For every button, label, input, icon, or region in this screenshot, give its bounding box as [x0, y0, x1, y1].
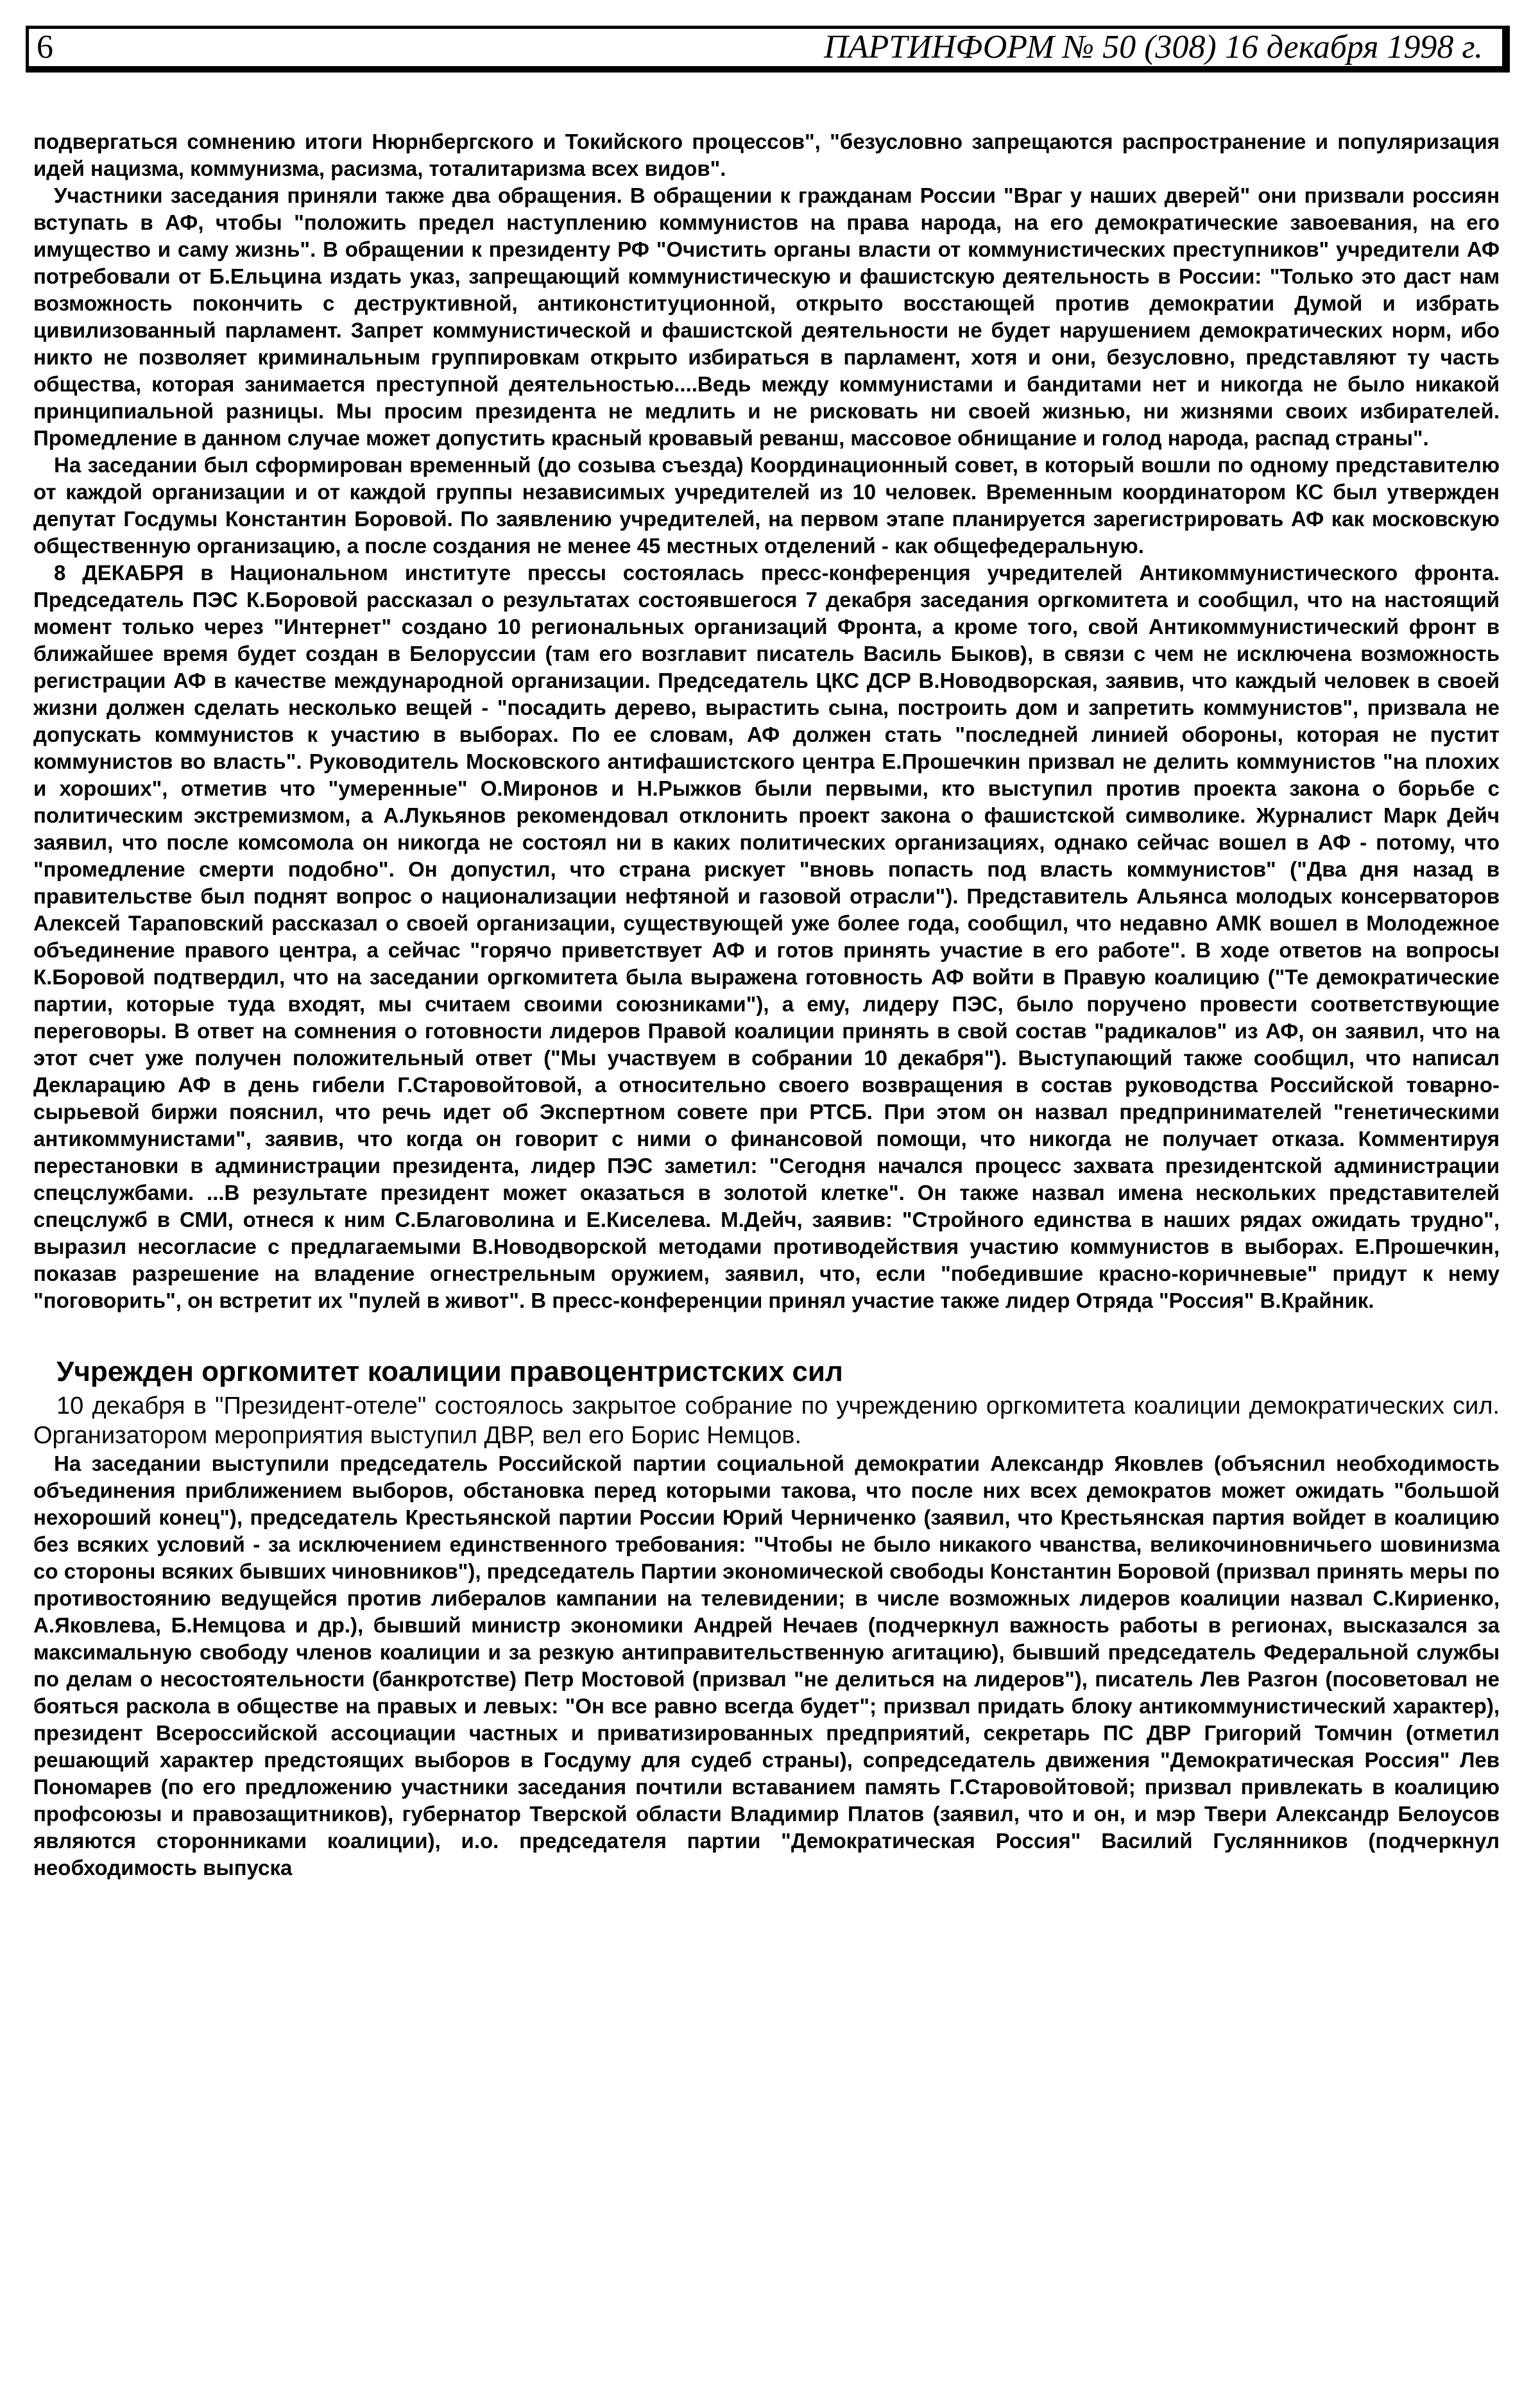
- paragraph: На заседании был сформирован временный (до созыва съезда) Координационный совет, в который вошли по одному представителю от каждой организации и от каждой группы независимых учредителей из 10 человек. Временным координатором КС был утвержден депутат Госдумы Константин Боровой. По заявлению учредителей, на первом этапе планируется зарегистрировать АФ как московскую общественную организацию, а после создания не менее 45 местных отделений - как общефедеральную.: [33, 453, 1500, 558]
- article-title: Учрежден оргкомитет коалиции правоцентристских сил: [56, 1356, 843, 1387]
- paragraph: Участники заседания приняли также два обращения. В обращении к гражданам России "Враг у наших дверей" они призвали россиян вступать в АФ, чтобы "положить предел наступлению коммунистов на права народа, на его демократические завоевания, на его имущество и саму жизнь". В обращении к президенту РФ "Очистить органы власти от коммунистических преступников" учредители АФ потребовали от Б.Ельцина издать указ, запрещающий коммунистическую и фашистскую деятельность в России: "Только это даст нам возможность покончить с деструктивной, антиконституционной, открыто восстающей против демократии Думой и избрать цивилизованный парламент. Запрет коммунистической и фашистской деятельности не будет нарушением демократических норм, ибо никто не позволяет криминальным группировкам открыто избираться в парламент, хотя и они, безусловно, представляют ту часть общества, которая занимается преступной деятельностью....Ведь между коммунистами и бандитами нет и никогда не было никакой принципиальной разницы. Мы просим президента не медлить и не рисковать ни своей жизнью, ни жизнями своих избирателей. Промедление в данном случае может допустить красный кровавый реванш, массовое обнищание и голод народа, распад страны".: [33, 184, 1500, 450]
- page-content: [33, 128, 1500, 1881]
- page-header: [26, 26, 1510, 73]
- issue-line: ПАРТИНФОРМ № 50 (308) 16 декабря 1998 г.: [824, 29, 1483, 65]
- page-number: 6: [37, 29, 53, 65]
- article-lead: 10 декабря в "Президент-отеле" состоялось закрытое собрание по учреждению оргкомитета коалиции демократических сил. Организатором мероприятия выступил ДВР, вел его Борис Немцов.: [33, 1392, 1500, 1449]
- paragraph: подвергаться сомнению итоги Нюрнбергского и Токийского процессов", "безусловно запрещаются распространение и популяризация идей нацизма, коммунизма, расизма, тоталитаризма всех видов".: [33, 130, 1500, 180]
- paragraph: 8 ДЕКАБРЯ в Национальном институте прессы состоялась пресс-конференция учредителей Антикоммунистического фронта. Председатель ПЭС К.Боровой рассказал о результатах состоявшегося 7 декабря заседания оргкомитета и сообщил, что на настоящий момент только через "Интернет" создано 10 региональных организаций Фронта, а кроме того, свой Антикоммунистический фронт в ближайшее время будет создан в Белоруссии (там его возглавит писатель Василь Быков), в связи с чем не исключена возможность регистрации АФ в качестве международной организации. Председатель ЦКС ДСР В.Новодворская, заявив, что каждый человек в своей жизни должен сделать несколько вещей - "посадить дерево, вырастить сына, построить дом и запретить коммунистов", призвала не допускать коммунистов к участию в выборах. По ее словам, АФ должен стать "последней линией обороны, которая не пустит коммунистов во власть". Руководитель Московского антифашистского центра Е.Прошечкин призвал не делить коммунистов "на плохих и хороших", отметив что "умеренные" О.Миронов и Н.Рыжков были первыми, кто выступил против проекта закона о борьбе с политическим экстремизмом, а А.Лукьянов рекомендовал отклонить проект закона о фашистской символике. Журналист Марк Дейч заявил, что после комсомола он никогда не состоял ни в каких политических организациях, однако сейчас вошел в АФ - потому, что "промедление смерти подобно". Он допустил, что страна рискует "вновь попасть под власть коммунистов" ("Два дня назад в правительстве был поднят вопрос о национализации нефтяной и газовой отрасли"). Представитель Альянса молодых консерваторов Алексей Тараповский рассказал о своей организации, существующей уже более года, сообщил, что недавно АМК вошел в Молодежное объединение правого центра, а сейчас "горячо приветствует АФ и готов принять участие в его работе". В ходе ответов на вопросы К.Боровой подтвердил, что на заседании оргкомитета была выражена готовность АФ войти в Правую коалицию ("Те демократические партии, которые туда входят, мы считаем своими союзниками"), а ему, лидеру ПЭС, было поручено провести соответствующие переговоры. В ответ на сомнения о готовности лидеров Правой коалиции принять в свой состав "радикалов" из АФ, он заявил, что на этот счет уже получен положительный ответ ("Мы участвуем в собрании 10 декабря"). Выступающий также сообщил, что написал Декларацию АФ в день гибели Г.Старовойтовой, а относительно своего возвращения в состав руководства Российской товарно-сырьевой биржи пояснил, что речь идет об Экспертном совете при РТСБ. При этом он назвал предпринимателей "генетическими антикоммунистами", заявив, что когда он говорит с ними о финансовой помощи, что никогда не получает отказа. Комментируя перестановки в администрации президента, лидер ПЭС заметил: "Сегодня начался процесс захвата президентской администрации спецслужбами. ...В результате президент может оказаться в золотой клетке". Он также назвал имена нескольких представителей спецслужб в СМИ, отнеся к ним С.Благоволина и Е.Киселева. М.Дейч, заявив: "Стройного единства в наших рядах ожидать трудно", выразил несогласие с предлагаемыми В.Новодворской методами противодействия участию коммунистов в выборах. Е.Прошечкин, показав разрешение на владение огнестрельным оружием, заявил, что, если "победившие красно-коричневые" придут к нему "поговорить", он встретит их "пулей в живот". В пресс-конференции принял участие также лидер Отряда "Россия" В.Крайник.: [33, 561, 1500, 1312]
- paragraph: На заседании выступили председатель Российской партии социальной демократии Александр Яковлев (объяснил необходимость объединения приближением выборов, обстановка перед которыми такова, что после них всех демократов может ожидать "большой нехороший конец"), председатель Крестьянской партии России Юрий Черниченко (заявил, что Крестьянская партия войдет в коалицию без всяких условий - за исключением единственного требования: "Чтобы не было никакого чванства, великочиновничьего шовинизма со стороны всяких бывших чиновников"), председатель Партии экономической свободы Константин Боровой (призвал принять меры по противостоянию ведущейся против либералов кампании на телевидении; в числе возможных лидеров коалиции назвал С.Кириенко, А.Яковлева, Б.Немцова и др.), бывший министр экономики Андрей Нечаев (подчеркнул важность работы в регионах, высказался за максимальную свободу членов коалиции и за резкую антиправительственную агитацию), бывший председатель Федеральной службы по делам о несостоятельности (банкротстве) Петр Мостовой (призвал "не делиться на лидеров"), писатель Лев Разгон (посоветовал не бояться раскола в обществе на правых и левых: "Он все равно всегда будет"; призвал придать блоку антикоммунистический характер), президент Всероссийской ассоциации частных и приватизированных предприятий, секретарь ПС ДВР Григорий Томчин (отметил решающий характер предстоящих выборов в Госдуму для судеб страны), сопредседатель движения "Демократическая Россия" Лев Пономарев (по его предложению участники заседания почтили вставанием память Г.Старовойтовой; призвал привлекать в коалицию профсоюзы и правозащитников), губернатор Тверской области Владимир Платов (заявил, что и он, и мэр Твери Александр Белоусов являются сторонниками коалиции), и.о. председателя партии "Демократическая Россия" Василий Гуслянников (подчеркнул необходимость выпуска: [33, 1452, 1500, 1880]
